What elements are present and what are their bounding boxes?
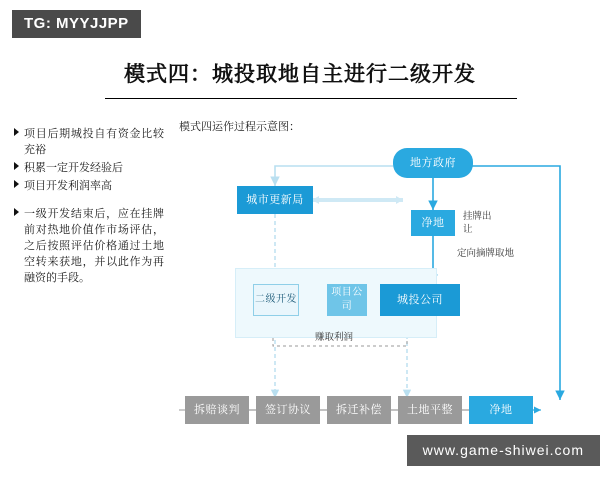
node-urban-renewal-bureau[interactable]: 城市更新局 bbox=[237, 186, 313, 214]
label-earn-profit: 赚取利润 bbox=[315, 332, 354, 343]
note-spacer bbox=[14, 196, 164, 206]
node-government[interactable]: 地方政府 bbox=[393, 148, 473, 178]
title-divider bbox=[105, 98, 517, 99]
watermark: www.game-shiwei.com bbox=[407, 435, 600, 466]
node-clean-land-top[interactable]: 净地 bbox=[411, 210, 455, 236]
process-diagram bbox=[175, 118, 590, 438]
notes-list bbox=[14, 126, 164, 288]
note-text: 项目开发利润率高 bbox=[24, 180, 112, 192]
triangle-bullet-icon bbox=[14, 128, 19, 136]
node-chengtou-company[interactable]: 城投公司 bbox=[380, 284, 460, 316]
note-text: 一级开发结束后，应在挂牌前对热地价值作市场评估，之后按照评估价格通过土地空转来获地，并以此作为再融资的手段。 bbox=[24, 208, 164, 284]
node-project-company[interactable]: 项目公司 bbox=[327, 284, 367, 316]
label-listing-transfer: 挂牌出让 bbox=[463, 211, 492, 235]
note-item bbox=[14, 178, 164, 194]
triangle-bullet-icon bbox=[14, 180, 19, 188]
note-text: 积累一定开发经验后 bbox=[24, 162, 123, 174]
page-title: 模式四：城投取地自主进行二级开发 bbox=[124, 63, 476, 86]
node-demolition-compensation[interactable]: 拆迁补偿 bbox=[327, 396, 391, 424]
node-land-leveling[interactable]: 土地平整 bbox=[398, 396, 462, 424]
node-sign-agreement[interactable]: 签订协议 bbox=[256, 396, 320, 424]
note-item bbox=[14, 126, 164, 158]
node-demolition-negotiation[interactable]: 拆赔谈判 bbox=[185, 396, 249, 424]
diagram-caption: 模式四运作过程示意图： bbox=[179, 121, 300, 133]
note-text: 项目后期城投自有资金比较充裕 bbox=[24, 128, 164, 156]
triangle-bullet-icon bbox=[14, 208, 19, 216]
node-secondary-development[interactable]: 二级开发 bbox=[253, 284, 299, 316]
note-item bbox=[14, 206, 164, 286]
label-targeted-land-acquisition: 定向摘牌取地 bbox=[457, 248, 515, 259]
triangle-bullet-icon bbox=[14, 162, 19, 170]
tg-tag: TG: MYYJJPP bbox=[12, 10, 141, 38]
node-clean-land-bottom[interactable]: 净地 bbox=[469, 396, 533, 424]
note-item bbox=[14, 160, 164, 176]
